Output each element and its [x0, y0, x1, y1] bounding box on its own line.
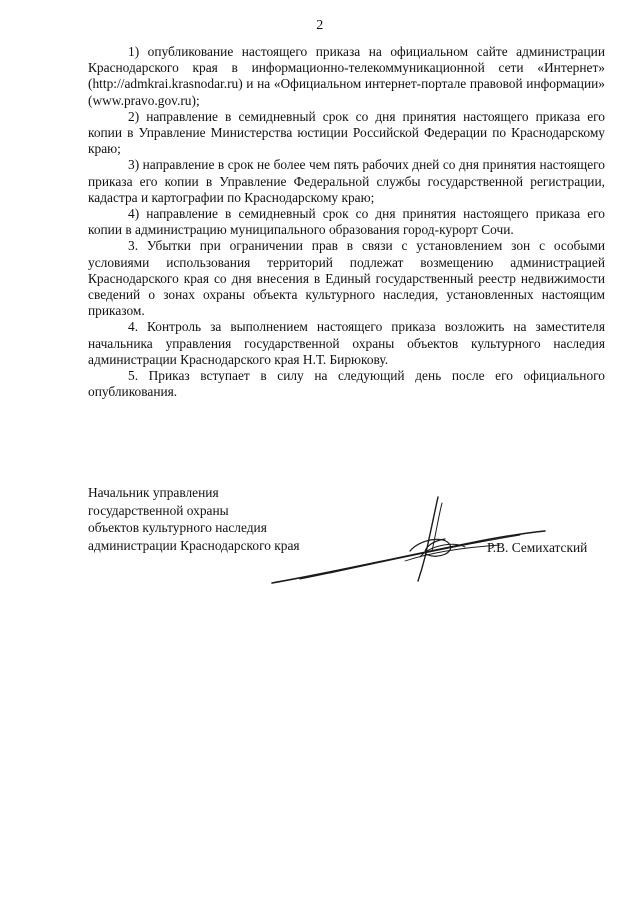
signatory-position-line: Начальник управления — [88, 485, 219, 500]
signatory-name: Р.В. Семихатский — [487, 540, 588, 555]
signatory-position-line: объектов культурного наследия — [88, 520, 267, 535]
paragraph-federal-registration: 3) направление в срок не более чем пять рабочих дней со дня принятия настоящего приказа его копии в Управление Федеральной службы государственной регистрации, кадастра и картографии по Краснодарскому краю; — [88, 157, 605, 205]
document-body — [88, 44, 605, 400]
page-number: 2 — [316, 18, 324, 33]
signatory-position-line: администрации Краснодарского края — [88, 537, 300, 553]
paragraph-damages: 3. Убытки при ограничении прав в связи с установлением зон с особыми условиями использования территорий подлежат возмещению администрацией Краснодарского края со дня внесения в Единый государственный реестр недвижимости сведений о зонах охраны объекта культурного наследия, установленных настоящим приказом. — [88, 238, 605, 319]
paragraph-ministry-justice: 2) направление в семидневный срок со дня принятия настоящего приказа его копии в Управление Министерства юстиции Российской Федерации по Краснодарскому краю; — [88, 108, 605, 157]
paragraph-publication: 1) опубликование настоящего приказа на официальном сайте администрации Краснодарского края в информационно-телекоммуникационной сети «Интернет» (http://admkrai.krasnodar.ru) и на «Официальном интернет-портале правовой информации» (www.pravo.gov.ru); — [88, 44, 605, 108]
paragraph-control: 4. Контроль за выполнением настоящего приказа возложить на заместителя начальника управления государственной охраны объектов культурного наследия администрации Краснодарского края Н.Т. Бирюкову. — [88, 319, 605, 367]
paragraph-sochi-administration: 4) направление в семидневный срок со дня принятия настоящего приказа его копии в администрацию муниципального образования город-курорт Сочи. — [88, 206, 605, 238]
paragraph-effective-date: 5. Приказ вступает в силу на следующий день после его официального опубликования. — [88, 368, 605, 400]
signatory-position-line: государственной охраны — [88, 502, 229, 518]
